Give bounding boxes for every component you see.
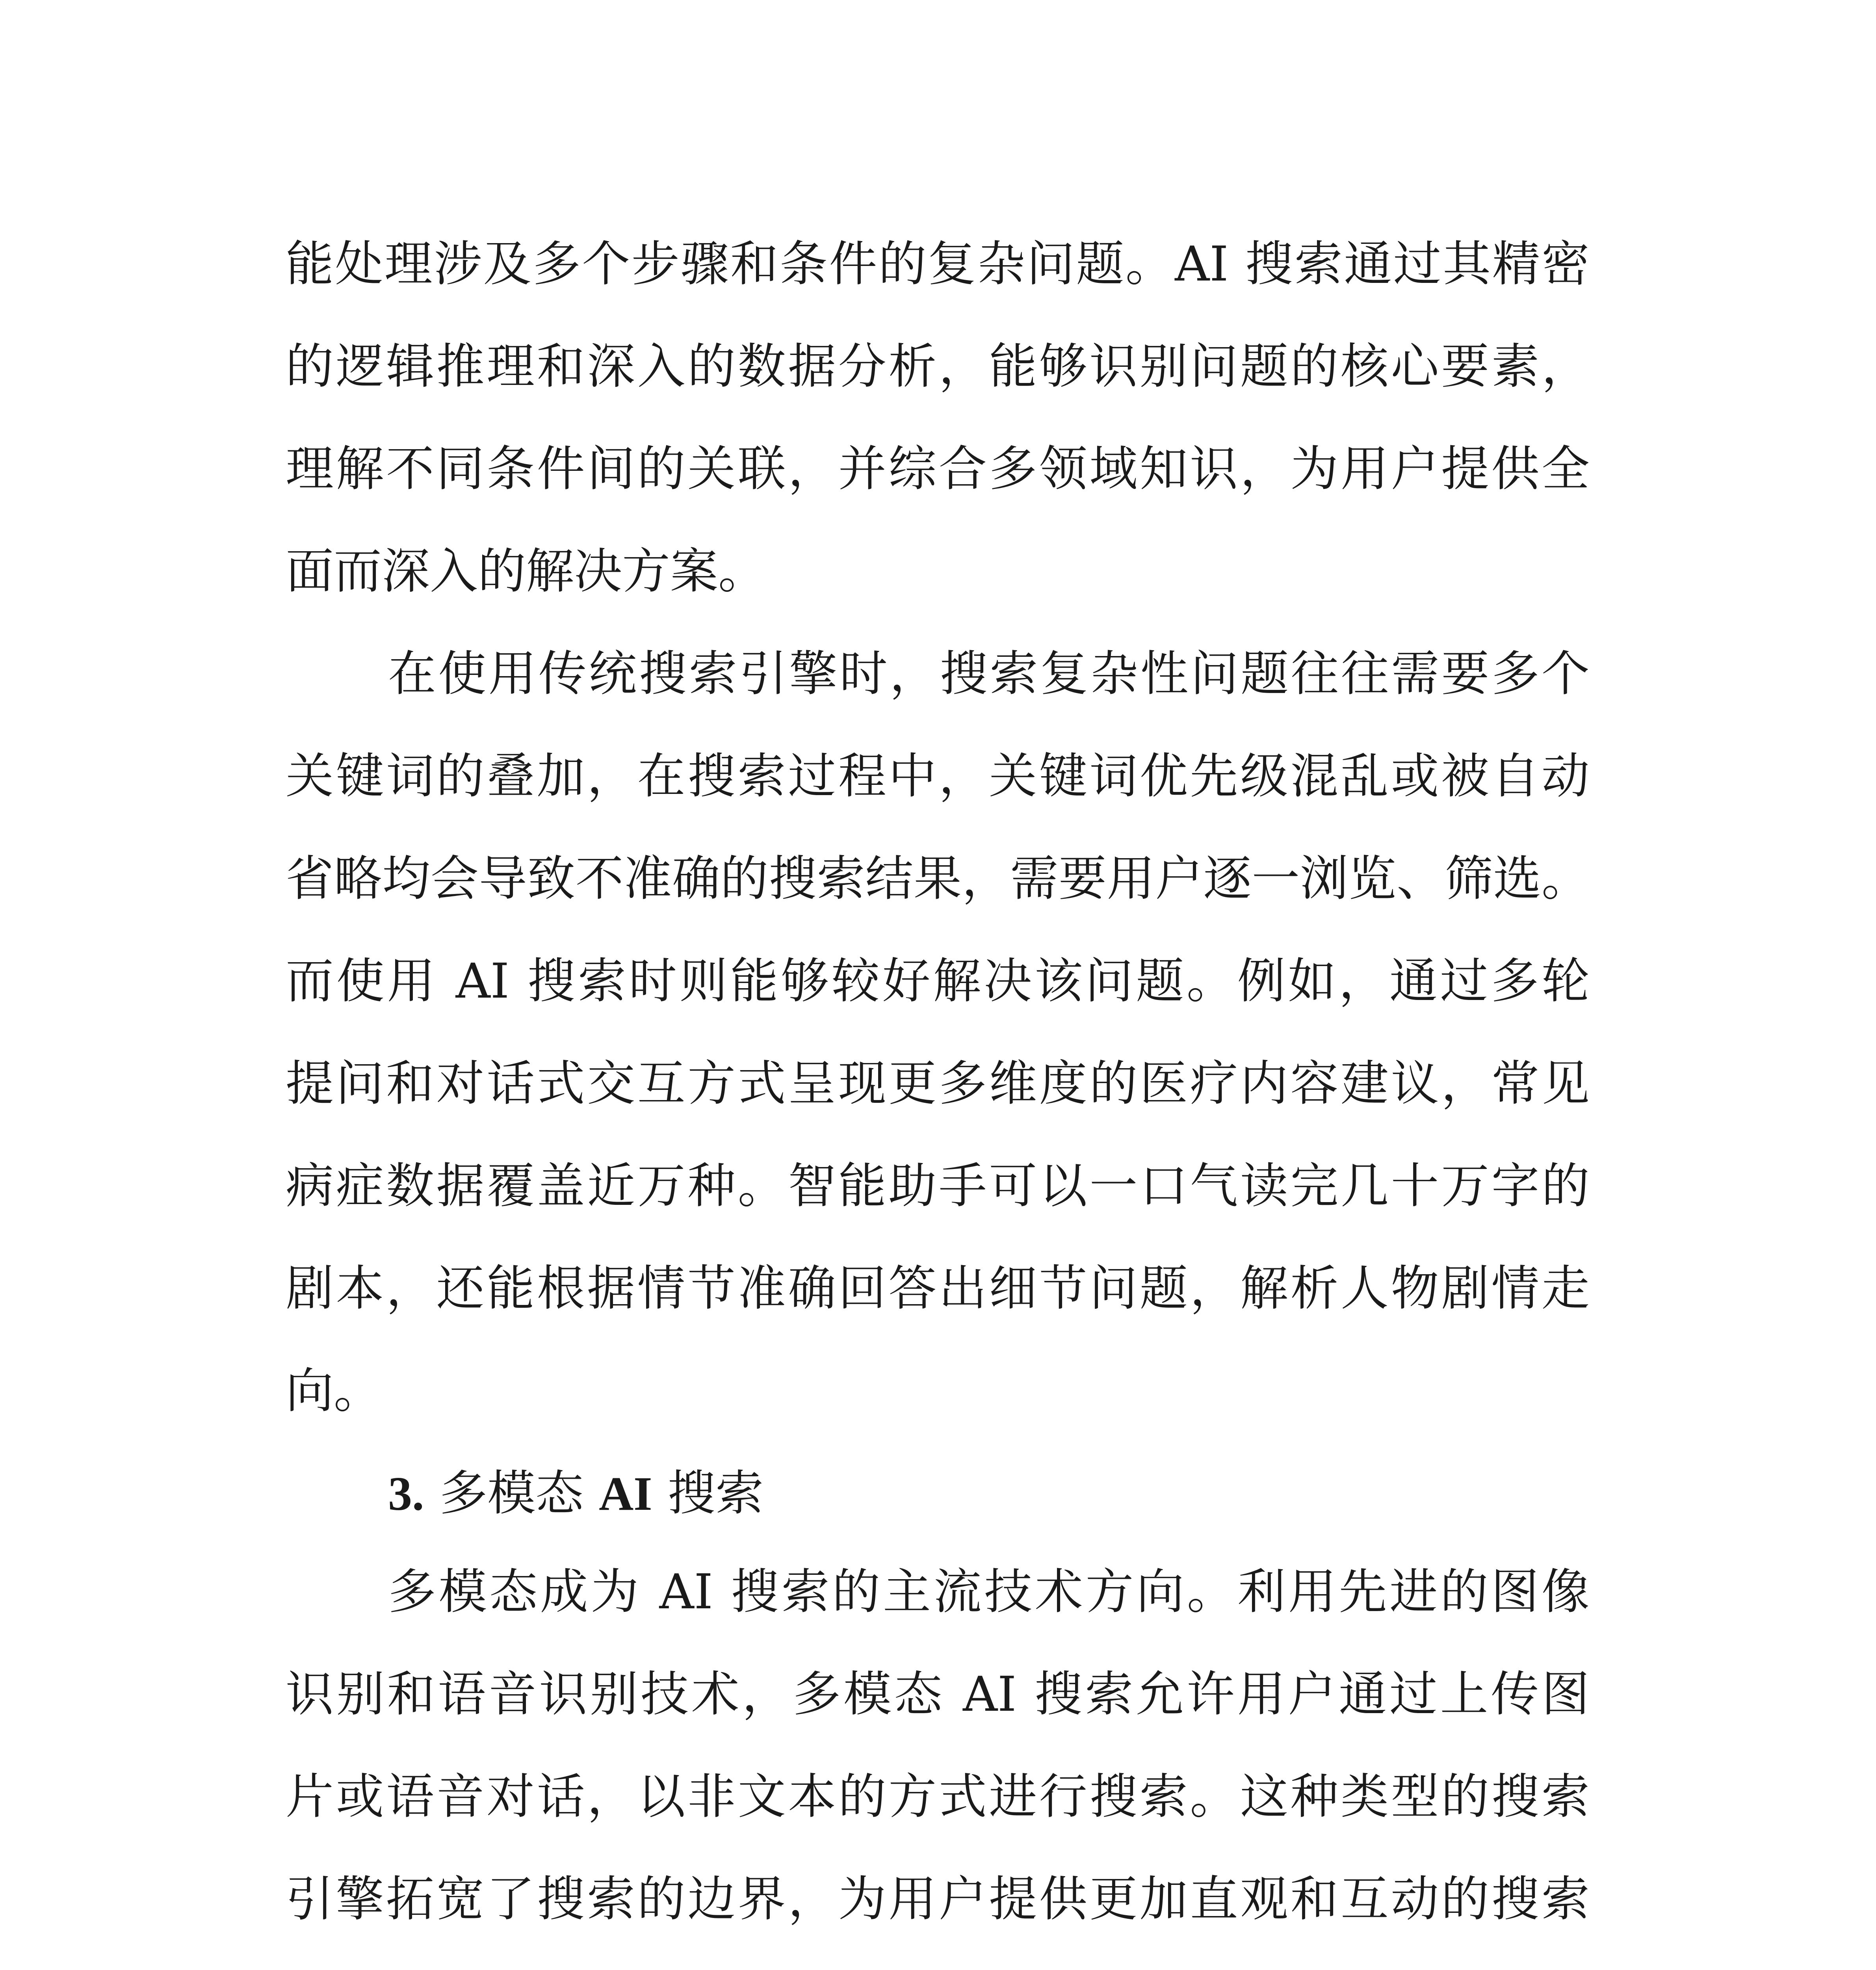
text-line: 而使用 AI 搜索时则能够较好解决该问题。例如，通过多轮	[286, 953, 1590, 1009]
text-line: 片或语音对话，以非文本的方式进行搜索。这种类型的搜索	[286, 1769, 1590, 1825]
text-line: 多模态成为 AI 搜索的主流技术方向。利用先进的图像	[388, 1564, 1590, 1620]
text-line: 向。	[286, 1363, 382, 1419]
text-line: 识别和语音识别技术，多模态 AI 搜索允许用户通过上传图	[286, 1666, 1590, 1722]
text-line: 关键词的叠加，在搜索过程中，关键词优先级混乱或被自动	[286, 748, 1590, 804]
text-line: 面而深入的解决方案。	[286, 543, 766, 599]
text-line: 病症数据覆盖近万种。智能助手可以一口气读完几十万字的	[286, 1158, 1590, 1214]
text-line: 省略均会导致不准确的搜索结果，需要用户逐一浏览、筛选。	[286, 851, 1590, 907]
section-title-part: 多模态	[439, 1465, 599, 1521]
text-line: 的逻辑推理和深入的数据分析，能够识别问题的核心要素，	[286, 338, 1590, 394]
section-number: 3.	[388, 1467, 424, 1520]
text-line: 引擎拓宽了搜索的边界，为用户提供更加直观和互动的搜索	[286, 1871, 1590, 1927]
section-title-bold: AI	[599, 1467, 652, 1520]
text-line: 剧本，还能根据情节准确回答出细节问题，解析人物剧情走	[286, 1260, 1590, 1316]
text-line: 在使用传统搜索引擎时，搜索复杂性问题往往需要多个	[388, 646, 1590, 702]
section-heading	[388, 1462, 763, 1525]
text-line: 理解不同条件间的关联，并综合多领域知识，为用户提供全	[286, 441, 1590, 497]
text-line: 能处理涉及多个步骤和条件的复杂问题。AI 搜索通过其精密	[286, 236, 1590, 292]
text-line: 提问和对话式交互方式呈现更多维度的医疗内容建议，常见	[286, 1056, 1590, 1111]
section-title-part: 搜索	[652, 1465, 764, 1521]
